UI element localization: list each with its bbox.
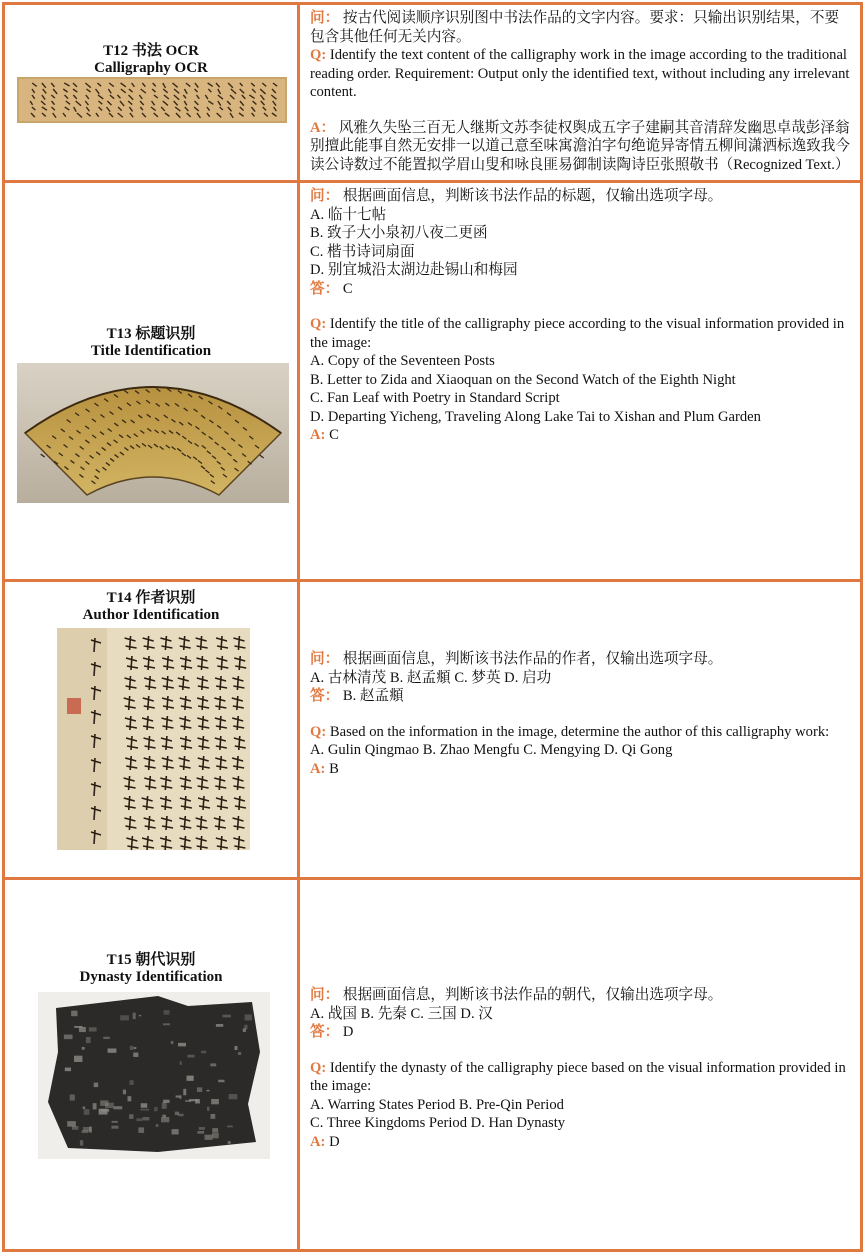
table-row: [4, 879, 862, 1251]
question-label-en: Q:: [310, 723, 327, 740]
question-text-cn: 按古代阅读顺序识别图中书法作品的文字内容。要求：只输出识别结果，不要包含其他任何无关内容。: [310, 10, 840, 45]
task-title-cn: 标题识别: [135, 326, 196, 342]
task-title-en: Dynasty Identification: [79, 969, 223, 985]
task-title: [5, 43, 297, 60]
qa-cell: [299, 879, 862, 1251]
question-cn: [310, 650, 852, 669]
task-id: T13: [106, 326, 132, 342]
calligraphy-fan-image: [17, 363, 289, 503]
option-cn: C. 楷书诗词扇面: [310, 243, 415, 260]
option-en: D. Departing Yicheng, Traveling Along Lake Tai to Xishan and Plum Garden: [310, 408, 761, 425]
task-cell: [4, 879, 299, 1251]
calligraphy-scroll-image: [17, 77, 287, 123]
options-en: A. Gulin Qingmao B. Zhao Mengfu C. Mengying D. Qi Gong: [310, 742, 673, 758]
answer-en: [310, 426, 852, 445]
option-cn: A. 临十七帖: [310, 206, 387, 223]
options-cn: A. 战国 B. 先秦 C. 三国 D. 汉: [310, 1005, 493, 1022]
task-title-cn: 书法 OCR: [131, 43, 199, 59]
question-text-en: Identify the dynasty of the calligraphy piece based on the visual information provided in the image:: [310, 1059, 846, 1094]
task-cell: [4, 4, 299, 182]
answer-text-cn: C: [342, 280, 353, 297]
option-en: A. Copy of the Seventeen Posts: [310, 353, 495, 369]
question-text-en: Identify the text content of the calligraphy work in the image according to the traditional reading order. Requirement: Output only the identified text, without including any irrelevant content.: [310, 47, 850, 100]
answer-text-en: D: [329, 1133, 340, 1150]
answer-label-cn: 答：: [310, 280, 340, 297]
task-title-en: Calligraphy OCR: [94, 60, 208, 76]
question-label-cn: 问：: [310, 651, 340, 667]
task-id: T14: [106, 590, 132, 606]
task-title-cn: 作者识别: [135, 590, 196, 606]
option-en: C. Fan Leaf with Poetry in Standard Script: [310, 390, 560, 406]
question-label-cn: 问：: [310, 10, 340, 26]
question-en: [310, 1059, 852, 1096]
qa-table: [2, 2, 863, 1252]
table-row: [4, 581, 862, 879]
task-title-cn: 朝代识别: [135, 952, 196, 968]
table-row: [4, 182, 862, 581]
answer-text: 风雅久失坠三百无人继斯文苏李徒权舆成五字子建嗣其音清辞发幽思卓哉彭泽翁别擅此能事自然无安排一以道己意至味寓澹泊字句绝诡异寄情五柳间潇洒标逸致我今读公诗数过不能置拟学眉山叟和咏良匪易御制读陶诗臣张照敬书（Recognized Text.）: [310, 119, 850, 173]
option-cn: D. 别宜城沿太湖边赴锡山和梅园: [310, 262, 518, 278]
question-label-en: Q:: [310, 47, 327, 63]
qa-cell: [299, 4, 862, 182]
task-id: T15: [106, 952, 132, 968]
task-title-en: Title Identification: [90, 343, 212, 359]
option-cn: B. 致子大小泉初八夜二更函: [310, 225, 488, 241]
task-id: T12: [103, 43, 129, 59]
answer-text-en: B: [329, 760, 339, 777]
task-title: [5, 952, 297, 969]
question-cn: [310, 9, 852, 46]
answer-text-en: C: [329, 427, 339, 443]
answer-text-cn: B. 赵孟頫: [342, 688, 404, 704]
calligraphy-album-image: [57, 628, 250, 850]
question-text-cn: 根据画面信息，判断该书法作品的朝代，仅输出选项字母。: [342, 987, 723, 1003]
question-label-cn: 问：: [310, 188, 340, 204]
answer-text-cn: D: [342, 1024, 354, 1040]
answer-label-cn: 答：: [310, 688, 340, 704]
option-en: B. Letter to Zida and Xiaoquan on the Second Watch of the Eighth Night: [310, 371, 736, 388]
qa-cell: [299, 581, 862, 879]
question-cn: [310, 986, 852, 1005]
answer-en: [310, 1133, 852, 1152]
question-en: [310, 46, 852, 102]
question-text-cn: 根据画面信息，判断该书法作品的标题，仅输出选项字母。: [342, 188, 723, 204]
task-title: [5, 590, 297, 607]
answer-label-en: A:: [310, 427, 326, 443]
qa-cell: [299, 182, 862, 581]
question-text-cn: 根据画面信息，判断该书法作品的作者，仅输出选项字母。: [342, 651, 723, 667]
answer-label-en: A:: [310, 1133, 326, 1150]
question-en: [310, 723, 852, 742]
task-cell: [4, 581, 299, 879]
question-label-cn: 问：: [310, 987, 340, 1003]
option-en: A. Warring States Period B. Pre-Qin Period: [310, 1096, 564, 1113]
stele-rubbing-image: [38, 992, 270, 1159]
answer: [310, 119, 852, 175]
options-cn: A. 古林清茂 B. 赵孟頫 C. 梦英 D. 启功: [310, 669, 552, 686]
task-title: [5, 326, 297, 343]
answer-label-cn: 答：: [310, 1024, 340, 1040]
option-en: C. Three Kingdoms Period D. Han Dynasty: [310, 1115, 566, 1131]
question-label-en: Q:: [310, 316, 327, 332]
question-label-en: Q:: [310, 1059, 327, 1076]
question-text-en: Identify the title of the calligraphy piece according to the visual information provided in the image:: [310, 316, 845, 351]
question-cn: [310, 187, 852, 206]
table-row: [4, 4, 862, 182]
answer-cn: [310, 1023, 852, 1042]
task-cell: [4, 182, 299, 581]
task-title-en: Author Identification: [82, 607, 220, 623]
answer-en: [310, 760, 852, 779]
answer-label-en: A:: [310, 760, 326, 777]
question-text-en: Based on the information in the image, determine the author of this calligraphy work:: [329, 723, 830, 740]
question-en: [310, 315, 852, 352]
answer-cn: [310, 280, 852, 299]
answer-cn: [310, 687, 852, 706]
answer-label: A：: [310, 119, 336, 136]
